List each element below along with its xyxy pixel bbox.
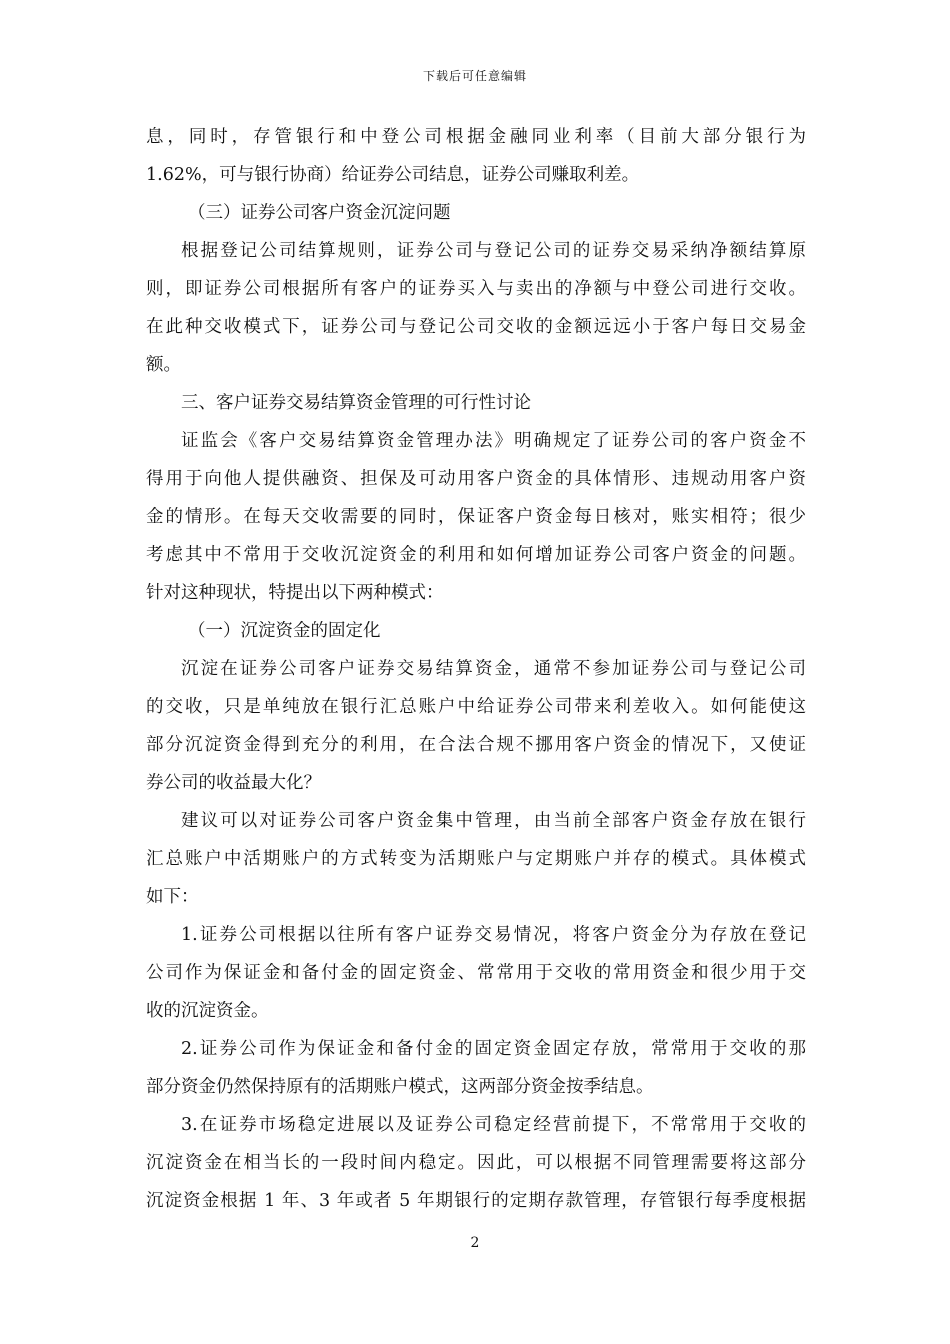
text-line: 部分沉淀资金得到充分的利用，在合法合规不挪用客户资金的情况下，又使证 bbox=[146, 735, 806, 755]
text-line: 建议可以对证券公司客户资金集中管理，由当前全部客户资金存放在银行 bbox=[181, 811, 806, 831]
page-number: 2 bbox=[470, 1235, 480, 1251]
text-line: 根据登记公司结算规则，证券公司与登记公司的证券交易采纳净额结算原 bbox=[181, 241, 806, 261]
text-line: 考虑其中不常用于交收沉淀资金的利用和如何增加证券公司客户资金的问题。 bbox=[146, 545, 806, 565]
text-line: 针对这种现状，特提出以下两种模式： bbox=[146, 583, 444, 603]
text-line: 如下： bbox=[146, 887, 199, 907]
text-line: 沉淀资金根据 1 年、3 年或者 5 年期银行的定期存款管理，存管银行每季度根据 bbox=[146, 1191, 806, 1211]
text-line: 汇总账户中活期账户的方式转变为活期账户与定期账户并存的模式。具体模式 bbox=[146, 849, 806, 869]
text-line: （三）证券公司客户资金沉淀问题 bbox=[188, 203, 451, 223]
text-line: 三、客户证券交易结算资金管理的可行性讨论 bbox=[181, 393, 531, 413]
text-line: 证监会《客户交易结算资金管理办法》明确规定了证券公司的客户资金不 bbox=[181, 431, 806, 451]
text-line: 的交收，只是单纯放在银行汇总账户中给证券公司带来利差收入。如何能使这 bbox=[146, 697, 806, 717]
text-line: 3.在证券市场稳定进展以及证券公司稳定经营前提下，不常常用于交收的 bbox=[181, 1115, 806, 1135]
text-line: 2.证券公司作为保证金和备付金的固定资金固定存放，常常用于交收的那 bbox=[181, 1039, 806, 1059]
body-text bbox=[146, 118, 806, 1220]
text-line: 沉淀在证券公司客户证券交易结算资金，通常不参加证券公司与登记公司 bbox=[181, 659, 806, 679]
text-line: 得用于向他人提供融资、担保及可动用客户资金的具体情形、违规动用客户资 bbox=[146, 469, 806, 489]
text-line: 券公司的收益最大化？ bbox=[146, 773, 321, 793]
text-line: 部分资金仍然保持原有的活期账户模式，这两部分资金按季结息。 bbox=[146, 1077, 654, 1097]
text-line: 息，同时，存管银行和中登公司根据金融同业利率（目前大部分银行为 bbox=[146, 127, 806, 147]
text-line: （一）沉淀资金的固定化 bbox=[188, 621, 381, 641]
text-line: 金的情形。在每天交收需要的同时，保证客户资金每日核对，账实相符；很少 bbox=[146, 507, 806, 527]
text-line: 额。 bbox=[146, 355, 181, 375]
text-line: 沉淀资金在相当长的一段时间内稳定。因此，可以根据不同管理需要将这部分 bbox=[146, 1153, 806, 1173]
text-line: 在此种交收模式下，证券公司与登记公司交收的金额远远小于客户每日交易金 bbox=[146, 317, 806, 337]
text-line: 公司作为保证金和备付金的固定资金、常常用于交收的常用资金和很少用于交 bbox=[146, 963, 806, 983]
text-line: 1.证券公司根据以往所有客户证券交易情况，将客户资金分为存放在登记 bbox=[181, 925, 806, 945]
text-line: 收的沉淀资金。 bbox=[146, 1001, 269, 1021]
text-line: 1.62%，可与银行协商）给证券公司结息，证券公司赚取利差。 bbox=[146, 165, 640, 185]
text-line: 则，即证券公司根据所有客户的证券买入与卖出的净额与中登公司进行交收。 bbox=[146, 279, 806, 299]
page-header: 下载后可任意编辑 bbox=[422, 69, 527, 83]
